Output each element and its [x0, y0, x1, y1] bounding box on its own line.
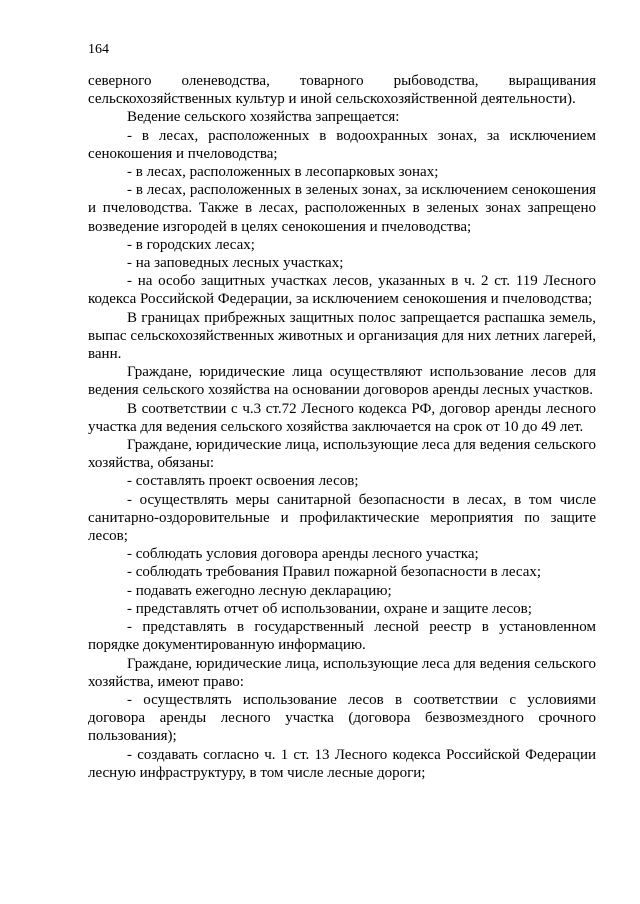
- paragraph: - осуществлять использование лесов в соответствии с условиями договора аренды лесного участка (договора безвозмездного срочного пользования);: [88, 691, 596, 745]
- paragraph: - соблюдать требования Правил пожарной безопасности в лесах;: [127, 564, 542, 581]
- paragraph: - представлять отчет об использовании, охране и защите лесов;: [127, 600, 532, 617]
- paragraph: - соблюдать условия договора аренды лесного участка;: [127, 546, 479, 563]
- paragraph: - на заповедных лесных участках;: [127, 255, 344, 272]
- paragraph: В границах прибрежных защитных полос запрещается распашка земель, выпас сельскохозяйственных животных и организация для них летних лагерей, ванн.: [88, 309, 596, 363]
- paragraph: северного оленеводства, товарного рыбоводства, выращивания сельскохозяйственных культур и иной сельскохозяйственной деятельности).: [88, 73, 596, 108]
- paragraph: Граждане, юридические лица, использующие леса для ведения сельского хозяйства, имеют право:: [88, 655, 596, 690]
- paragraph: - представлять в государственный лесной реестр в установленном порядке документированную информацию.: [88, 619, 596, 654]
- paragraph: - в лесах, расположенных в зеленых зонах, за исключением сенокошения и пчеловодства. Также в лесах, расположенных в зеленых зонах запрещено возведение изгородей в целях сенокошения и пчеловодства;: [88, 182, 596, 235]
- document-body: [88, 72, 596, 782]
- paragraph: - создавать согласно ч. 1 ст. 13 Лесного кодекса Российской Федерации лесную инфраструктуру, в том числе лесные дороги;: [88, 746, 596, 781]
- page-number: 164: [88, 42, 109, 57]
- paragraph: Граждане, юридические лица осуществляют использование лесов для ведения сельского хозяйства на основании договоров аренды лесных участков.: [88, 364, 596, 399]
- paragraph: - в лесах, расположенных в водоохранных зонах, за исключением сенокошения и пчеловодства;: [88, 127, 596, 162]
- paragraph: Ведение сельского хозяйства запрещается:: [127, 109, 400, 126]
- paragraph: Граждане, юридические лица, использующие леса для ведения сельского хозяйства, обязаны:: [88, 437, 596, 472]
- paragraph: - составлять проект освоения лесов;: [127, 473, 359, 490]
- paragraph: - на особо защитных участках лесов, указанных в ч. 2 ст. 119 Лесного кодекса Российской Федерации, за исключением сенокошения и пчеловодства;: [88, 273, 596, 308]
- paragraph: В соответствии с ч.3 ст.72 Лесного кодекса РФ, договор аренды лесного участка для ведения сельского хозяйства заключается на срок от 10 до 49 лет.: [88, 400, 596, 435]
- paragraph: - в городских лесах;: [127, 236, 255, 253]
- paragraph: - осуществлять меры санитарной безопасности в лесах, в том числе санитарно-оздоровительные и профилактические мероприятия по защите лесов;: [88, 491, 596, 545]
- paragraph: - в лесах, расположенных в лесопарковых зонах;: [127, 164, 439, 181]
- paragraph: - подавать ежегодно лесную декларацию;: [127, 582, 392, 599]
